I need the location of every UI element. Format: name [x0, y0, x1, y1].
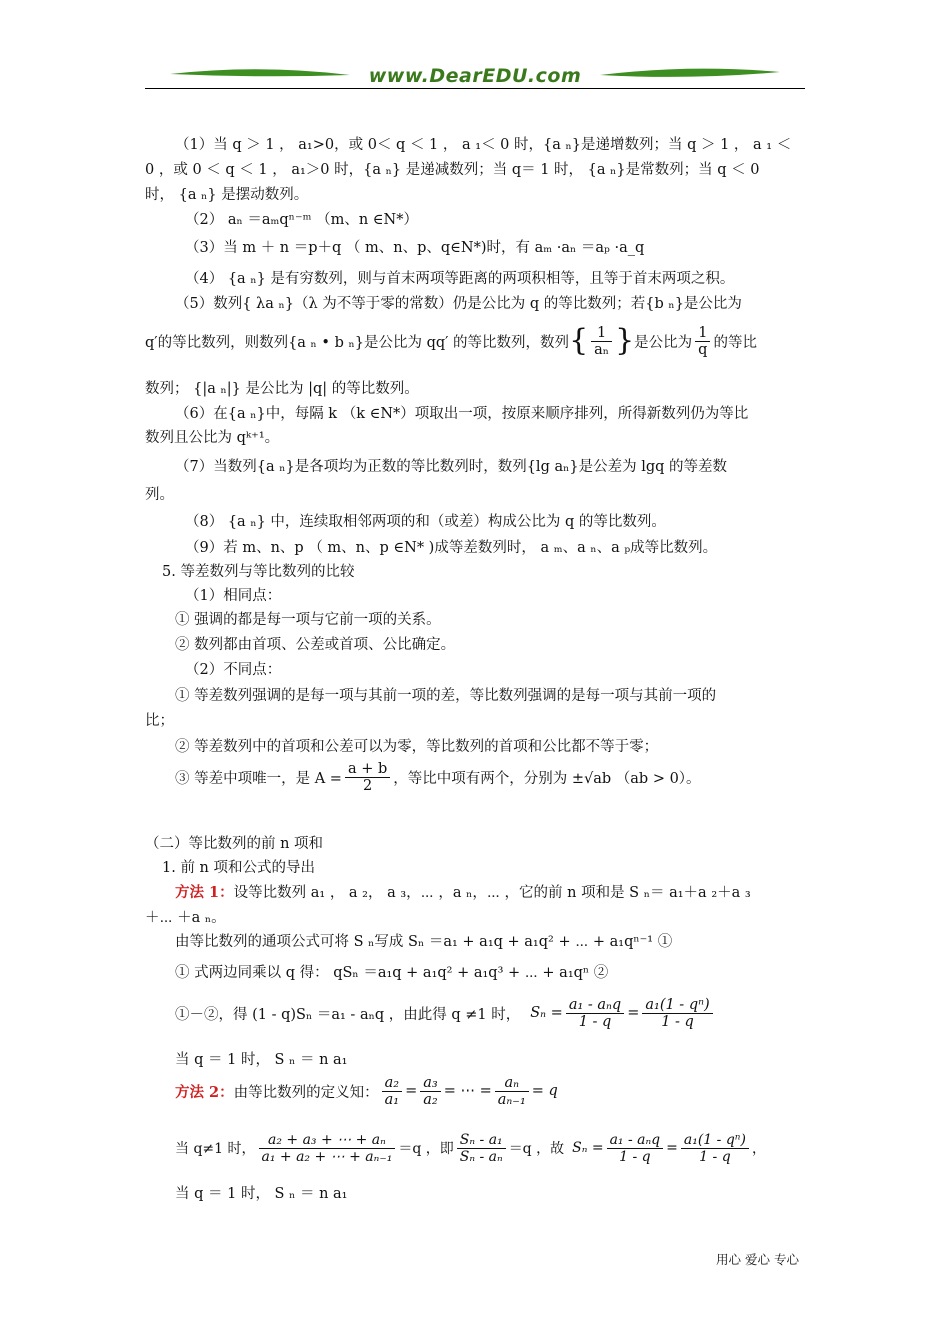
- fraction-sum-form-2: $\frac{\text{a₁(1 - qⁿ)}}{1 - q}$: [642, 997, 712, 1030]
- method-1-text-e1: ①－②，得 (1 - q)Sₙ ＝a₁ - aₙq ，由此得 q ≠1 时，: [175, 1006, 521, 1023]
- method-2-line-2: 当 q≠1 时， $\frac{\text{a₂ + a₃ + ⋯ + aₙ}}{\text{a₁ + a₂ + ⋯ + aₙ₋₁}}$ ＝q ，即 $\frac{\text{Sₙ - a₁}}{\text{Sₙ - aₙ}}$ ＝q ，故 Sₙ = $\frac{\text{a₁ - aₙq}}{1 - q}$ = $\frac{\text{a₁(1 - qⁿ)}}{1 - q}$ ，: [175, 1131, 766, 1165]
- method-1-line-3: 由等比数列的通项公式可将 S ₙ写成 Sₙ ＝a₁ + a₁q + a₁q² + ⋯ + a₁qⁿ⁻¹ ①: [175, 934, 673, 950]
- method-2-line-1: 方法 2： 由等比数列的定义知： $\frac{\text{a₂}}{\text{a₁}}$ = $\frac{\text{a₃}}{\text{a₂}}$ = ⋯ = $\frac{\text{aₙ}}{\text{aₙ₋₁}}$ = q: [175, 1074, 558, 1108]
- method-2-text-a: 由等比数列的定义知：: [233, 1084, 379, 1101]
- method-1-line-4: ① 式两边同乘以 q 得： qSₙ ＝a₁q + a₁q² + a₁q³ + ⋯ + a₁qⁿ ②: [175, 965, 609, 981]
- fraction-a-plus-b-over-2: $\frac{a + b}{2}$: [345, 761, 390, 794]
- method-2-text-b3: ＝q ，故: [508, 1141, 565, 1157]
- item-1a: （1）当 q ＞ 1 ， a₁>0，或 0＜ q ＜ 1 ， a ₁＜ 0 时，{a ₙ}是递增数列；当 q ＞ 1 ， a ₁ ＜: [175, 137, 792, 153]
- method-2-label: 方法 2：: [175, 1083, 234, 1101]
- item-1c: 时， {a ₙ} 是摆动数列。: [145, 187, 309, 203]
- fraction-1-over-an: $\frac{1}{\text{aₙ}}$: [591, 325, 612, 358]
- fraction-sn-ratio: $\frac{\text{Sₙ - a₁}}{\text{Sₙ - aₙ}}$: [457, 1132, 506, 1165]
- item-8: （8） {a ₙ} 中，连续取相邻两项的和（或差）构成公比为 q 的等比数列。: [185, 514, 666, 530]
- same-point-1: ① 强调的都是每一项与它前一项的关系。: [175, 612, 441, 628]
- item-2: （2） aₙ ＝aₘqⁿ⁻ᵐ （m、n ∈N*）: [185, 212, 418, 228]
- item-6b: 数列且公比为 qᵏ⁺¹。: [145, 430, 280, 446]
- diff-point-3-text-b: ，等比中项有两个，分别为 ±√ab （ab > 0）。: [393, 770, 701, 787]
- section-5-title: 5. 等差数列与等比数列的比较: [162, 564, 355, 580]
- fraction-1-over-q: $\frac{1}{q}$: [695, 325, 710, 358]
- same-heading: （1）相同点：: [185, 588, 282, 604]
- fraction-sum-form-1: $\frac{\text{a₁ - aₙq}}{1 - q}$: [566, 997, 624, 1030]
- site-logo-text[interactable]: www.DearEDU.com: [368, 65, 582, 87]
- diff-heading: （2）不同点：: [185, 662, 282, 678]
- diff-point-1b: 比；: [145, 713, 174, 729]
- method-2-text-b2: ＝q ，即: [398, 1141, 454, 1157]
- diff-point-3-text-a: ③ 等差中项唯一，是 A =: [175, 770, 342, 787]
- method-1-line-1: [175, 881, 751, 902]
- item-7b: 列。: [145, 487, 174, 503]
- item-5c: 数列； {|a ₙ|} 是公比为 |q| 的等比数列。: [145, 381, 419, 397]
- fraction-ratio-2: $\frac{\text{a₃}}{\text{a₂}}$: [420, 1075, 440, 1108]
- method-2-text-b1: 当 q≠1 时，: [175, 1141, 256, 1157]
- method-1-sn-eq: Sₙ =: [530, 1005, 563, 1021]
- item-5b-text-1: q′的等比数列，则数列{a ₙ • b ₙ}是公比为 qq′ 的等比数列，数列: [145, 334, 570, 351]
- diff-point-1a: ① 等差数列强调的是每一项与其前一项的差，等比数列强调的是每一项与其前一项的: [175, 688, 717, 704]
- same-point-2: ② 数列都由首项、公差或首项、公比确定。: [175, 637, 456, 653]
- item-4: （4） {a ₙ} 是有穷数列，则与首末两项等距离的两项积相等，且等于首末两项之积。: [185, 271, 735, 287]
- method-2-q1-case: 当 q ＝ 1 时， S ₙ ＝ n a₁: [175, 1186, 348, 1202]
- item-1b: 0 ，或 0 ＜ q ＜ 1 ， a₁＞0 时，{a ₙ} 是递减数列；当 q＝ 1 时， {a ₙ}是常数列；当 q ＜ 0: [145, 162, 760, 178]
- item-6a: （6）在{a ₙ}中，每隔 k （k ∈N*）项取出一项，按原来顺序排列，所得新数列仍为等比: [175, 406, 749, 422]
- fraction-sum-form-4: $\frac{\text{a₁(1 - qⁿ)}}{1 - q}$: [681, 1132, 749, 1165]
- section-2-title: （二）等比数列的前 n 项和: [145, 836, 324, 852]
- item-5b-text-3: 的等比: [713, 334, 757, 351]
- diff-point-2: ② 等差数列中的首项和公差可以为零，等比数列的首项和公比都不等于零；: [175, 739, 659, 755]
- method-1-line-5: ①－②，得 (1 - q)Sₙ ＝a₁ - aₙq ，由此得 q ≠1 时， Sₙ = $\frac{\text{a₁ - aₙq}}{1 - q}$ = $\frac{\text{a₁(1 - qⁿ)}}{1 - q}$: [175, 988, 716, 1038]
- fraction-ratio-3: $\frac{\text{aₙ}}{\text{aₙ₋₁}}$: [495, 1075, 529, 1108]
- method-1-line-2: ＋⋯ ＋a ₙ。: [145, 910, 226, 926]
- fraction-sum-form-3: $\frac{\text{a₁ - aₙq}}{1 - q}$: [607, 1132, 664, 1165]
- method-1-text-a: 设等比数列 a₁ ， a ₂， a ₃，⋯ ，a ₙ，⋯ ，它的前 n 项和是 S ₙ＝ a₁＋a ₂＋a ₃: [233, 885, 751, 901]
- header-rule: [145, 88, 805, 89]
- item-5b: [145, 314, 757, 368]
- item-9: （9）若 m、n、p （ m、n、p ∈N* )成等差数列时， a ₘ、a ₙ、a ₚ成等比数列。: [185, 540, 718, 556]
- item-7a: （7）当数列{a ₙ}是各项均为正数的等比数列时，数列{lg aₙ}是公差为 lgq 的等差数: [175, 459, 728, 475]
- item-5b-text-2: 是公比为: [634, 334, 693, 351]
- section-2-1-title: 1. 前 n 项和公式的导出: [162, 860, 315, 876]
- brace-open: {: [569, 323, 589, 358]
- header-banner: [170, 62, 780, 88]
- diff-point-3: [175, 752, 701, 802]
- method-1-label: 方法 1：: [175, 884, 234, 901]
- item-5a: （5）数列{ λa ₙ}（λ 为不等于零的常数）仍是公比为 q 的等比数列；若{b ₙ}是公比为: [175, 296, 742, 312]
- method-1-q1-case: 当 q ＝ 1 时， S ₙ ＝ n a₁: [175, 1052, 348, 1068]
- item-3: （3）当 m ＋ n ＝p＋q （ m、n、p、q∈N*)时，有 aₘ ·aₙ ＝aₚ ·a_q: [185, 240, 645, 256]
- brace-close: }: [615, 323, 635, 358]
- fraction-ratio-1: $\frac{\text{a₂}}{\text{a₁}}$: [382, 1075, 402, 1108]
- fraction-sum-ratio: $\frac{\text{a₂ + a₃ + ⋯ + aₙ}}{\text{a₁ + a₂ + ⋯ + aₙ₋₁}}$: [259, 1132, 396, 1165]
- page-footer: 用心 爱心 专心: [716, 1252, 799, 1267]
